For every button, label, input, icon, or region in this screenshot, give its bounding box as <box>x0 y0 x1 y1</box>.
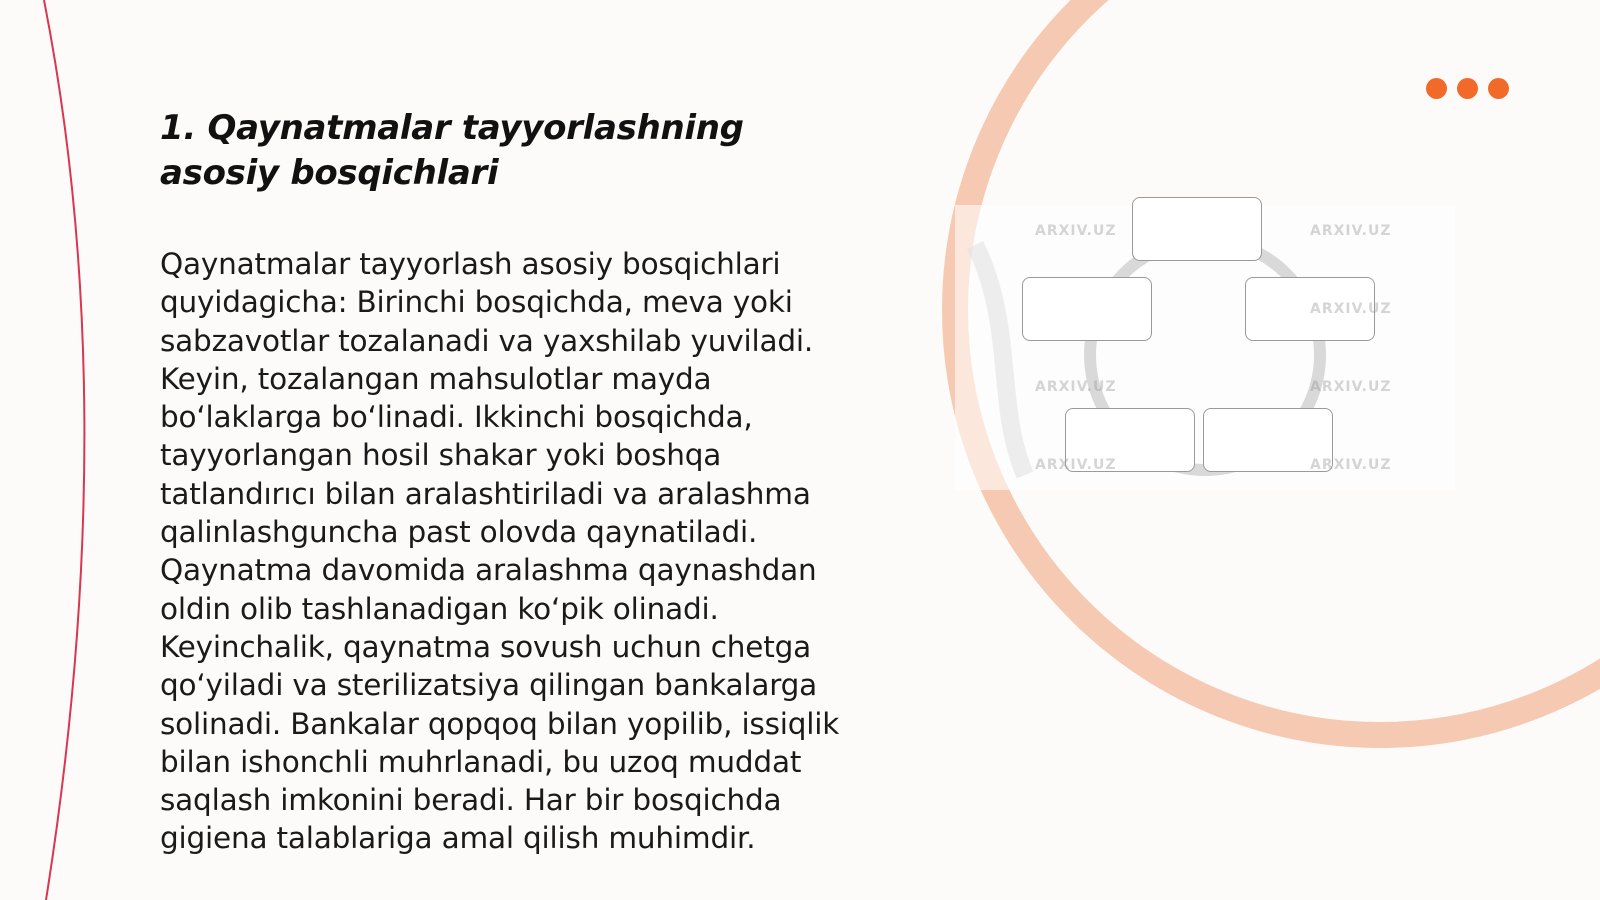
slide-body-text: Qaynatmalar tayyorlash asosiy bosqichlari quyidagicha: Birinchi bosqichda, meva yoki sabzavotlar tozalanadi va yaxshilab yuviladi. Keyin, tozalangan mahsulotlar mayda bo‘laklarga bo‘linadi. Ikkinchi bosqichda, tayyorlangan hosil shakar yoki boshqa tatlandırıcı bilan aralashtiriladi va aralashma qalinlashguncha past olovda qaynatiladi. Qaynatma davomida aralashma qaynashdan oldin olib tashlanadigan ko‘pik olinadi. Keyinchalik, qaynatma sovush uchun chetga qo‘yiladi va sterilizatsiya qilingan bankalarga solinadi. Bankalar qopqoq bilan yopilib, issiqlik bilan ishonchli muhrlanadi, bu uzoq muddat saqlash imkonini beradi. Har bir bosqichda gigiena talablariga amal qilish muhimdir. <box>160 247 840 856</box>
watermark: ARXIV.UZ <box>1035 379 1117 395</box>
watermark: ARXIV.UZ <box>1035 457 1117 473</box>
menu-dots-icon <box>1426 78 1509 99</box>
watermark: ARXIV.UZ <box>1035 223 1117 239</box>
dot-icon <box>1488 78 1509 99</box>
cycle-step-node <box>1132 197 1262 261</box>
watermark: ARXIV.UZ <box>1310 223 1392 239</box>
watermark: ARXIV.UZ <box>1310 379 1392 395</box>
dot-icon <box>1426 78 1447 99</box>
watermark: ARXIV.UZ <box>1310 457 1392 473</box>
dot-icon <box>1457 78 1478 99</box>
process-cycle-diagram <box>955 205 1455 490</box>
cycle-step-node <box>1022 277 1152 341</box>
watermark: ARXIV.UZ <box>1310 301 1392 317</box>
slide-title: 1. Qaynatmalar tayyorlashning asosiy bosqichlari <box>160 108 744 193</box>
